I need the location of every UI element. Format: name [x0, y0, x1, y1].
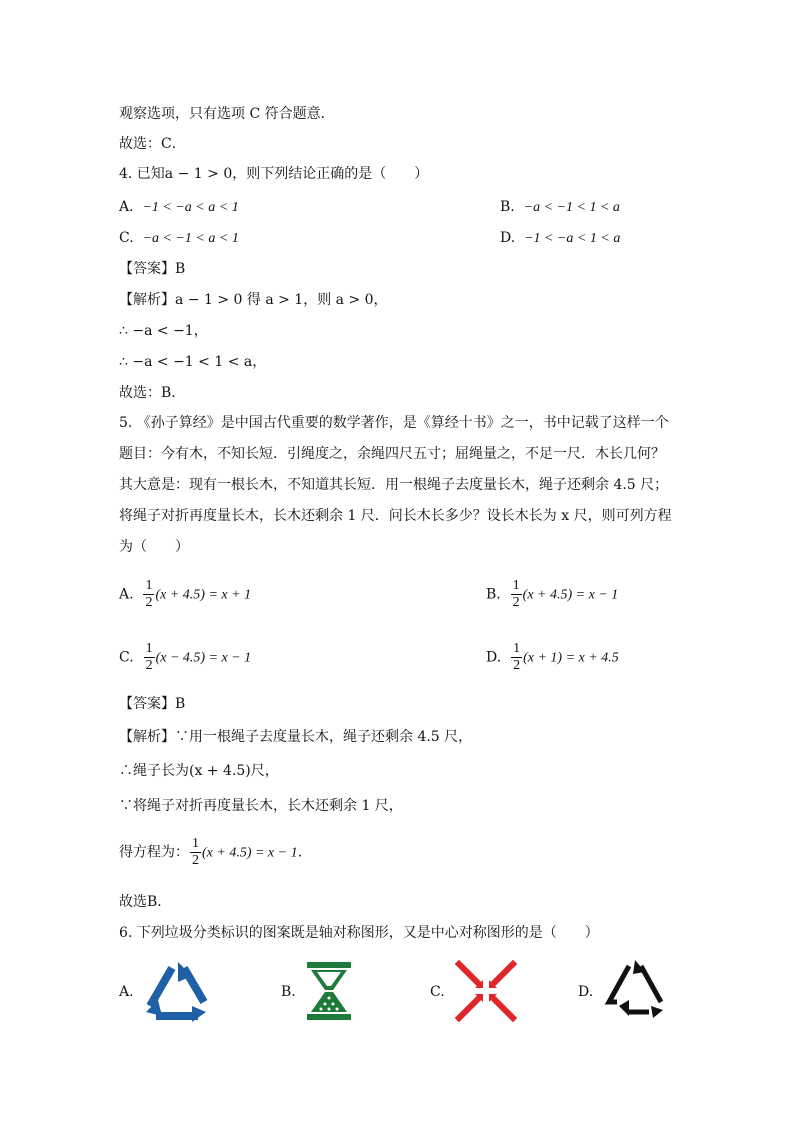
option-4b — [500, 197, 620, 218]
fraction: $\frac{1}{2}$ — [145, 578, 153, 610]
fraction: $\frac{1}{2}$ — [512, 578, 520, 610]
explanation-line: 【解析】∵用一根绳子去度量长木，绳子还剩余 4.5 尺， — [119, 729, 473, 745]
option-text: −1 < −a < 1 < a — [524, 231, 621, 246]
option-label: A. — [119, 586, 134, 603]
option-label: D. — [486, 649, 502, 666]
question-6: 6. 下列垃圾分类标识的图案既是轴对称图形，又是中心对称图形的是（ ） — [119, 925, 599, 941]
explanation-line: ∴绳子长为(x + 4.5)尺， — [119, 763, 279, 779]
option-text: (x + 4.5) = x − 1 — [522, 587, 619, 603]
option-4c — [119, 228, 239, 249]
option-5c — [119, 641, 251, 674]
explanation-line: ∴ −a < −1， — [119, 323, 208, 339]
option-label: B. — [500, 199, 515, 215]
explanation-line: ∵将绳子对折再度量长木，长木还剩余 1 尺， — [119, 798, 403, 814]
option-text: −a < −1 < 1 < a — [523, 200, 620, 215]
option-text: (x + 1) = x + 4.5 — [523, 650, 619, 666]
explanation-line: ∴ −a < −1 < 1 < a， — [119, 354, 267, 370]
selection-4: 故选：B． — [119, 385, 186, 401]
recycle-arrows-icon — [603, 960, 667, 1018]
fraction: $\frac{1}{2}$ — [513, 641, 521, 673]
option-text: (x + 4.5) = x + 1 — [155, 587, 252, 603]
fraction: $\frac{1}{2}$ — [145, 641, 153, 673]
option-6c-label: C. — [430, 984, 445, 1000]
question-5-line: 为（ ） — [119, 539, 189, 555]
option-5d — [486, 641, 619, 674]
text-line: 故选：C． — [119, 136, 186, 152]
option-text: −1 < −a < a < 1 — [142, 200, 239, 215]
inward-arrows-icon — [455, 960, 517, 1022]
explanation-line: 【解析】a − 1 > 0 得 a > 1，则 a > 0， — [119, 292, 388, 308]
question-5-line: 5. 《孙子算经》是中国古代重要的数学著作，是《算经十书》之一，书中记载了这样一个 — [119, 415, 669, 431]
recycle-triangle-icon — [144, 960, 212, 1022]
selection-5: 故选B． — [119, 894, 172, 910]
option-4d — [500, 228, 620, 249]
question-5-line: 将绳子对折再度量长木，长木还剩余 1 尺．问长木长多少？设长木长为 x 尺，则可列方程 — [119, 508, 672, 524]
option-6a-label: A. — [119, 984, 134, 1000]
option-label: B. — [486, 586, 501, 603]
option-label: A. — [119, 199, 134, 215]
question-5-line: 题目：今有木，不知长短．引绳度之，余绳四尺五寸；屈绳量之，不足一尺．木长几何？ — [119, 446, 665, 462]
option-6b-label: B. — [281, 984, 296, 1000]
option-label: D. — [500, 230, 516, 246]
fraction: $\frac{1}{2}$ — [192, 836, 199, 868]
explanation-equation: 得方程为： $\frac{1}{2}$ (x + 4.5) = x − 1． — [119, 836, 312, 868]
option-6d-label: D. — [578, 984, 594, 1000]
answer-5: 【答案】B — [119, 696, 186, 712]
option-label: C. — [119, 230, 134, 246]
option-text: −a < −1 < a < 1 — [142, 231, 239, 246]
option-5b — [486, 578, 618, 611]
hourglass-icon — [305, 960, 353, 1022]
option-5a — [119, 578, 251, 611]
option-text: (x − 4.5) = x − 1 — [155, 650, 252, 666]
answer-4: 【答案】B — [119, 261, 186, 277]
question-5-line: 其大意是：现有一根长木，不知道其长短．用一根绳子去度量长木，绳子还剩余 4.5 尺； — [119, 477, 669, 493]
text-line: 观察选项，只有选项 C 符合题意． — [119, 106, 335, 122]
option-4a — [119, 197, 239, 218]
option-label: C. — [119, 649, 134, 666]
question-4: 4. 已知a − 1 > 0，则下列结论正确的是（ ） — [119, 166, 429, 182]
